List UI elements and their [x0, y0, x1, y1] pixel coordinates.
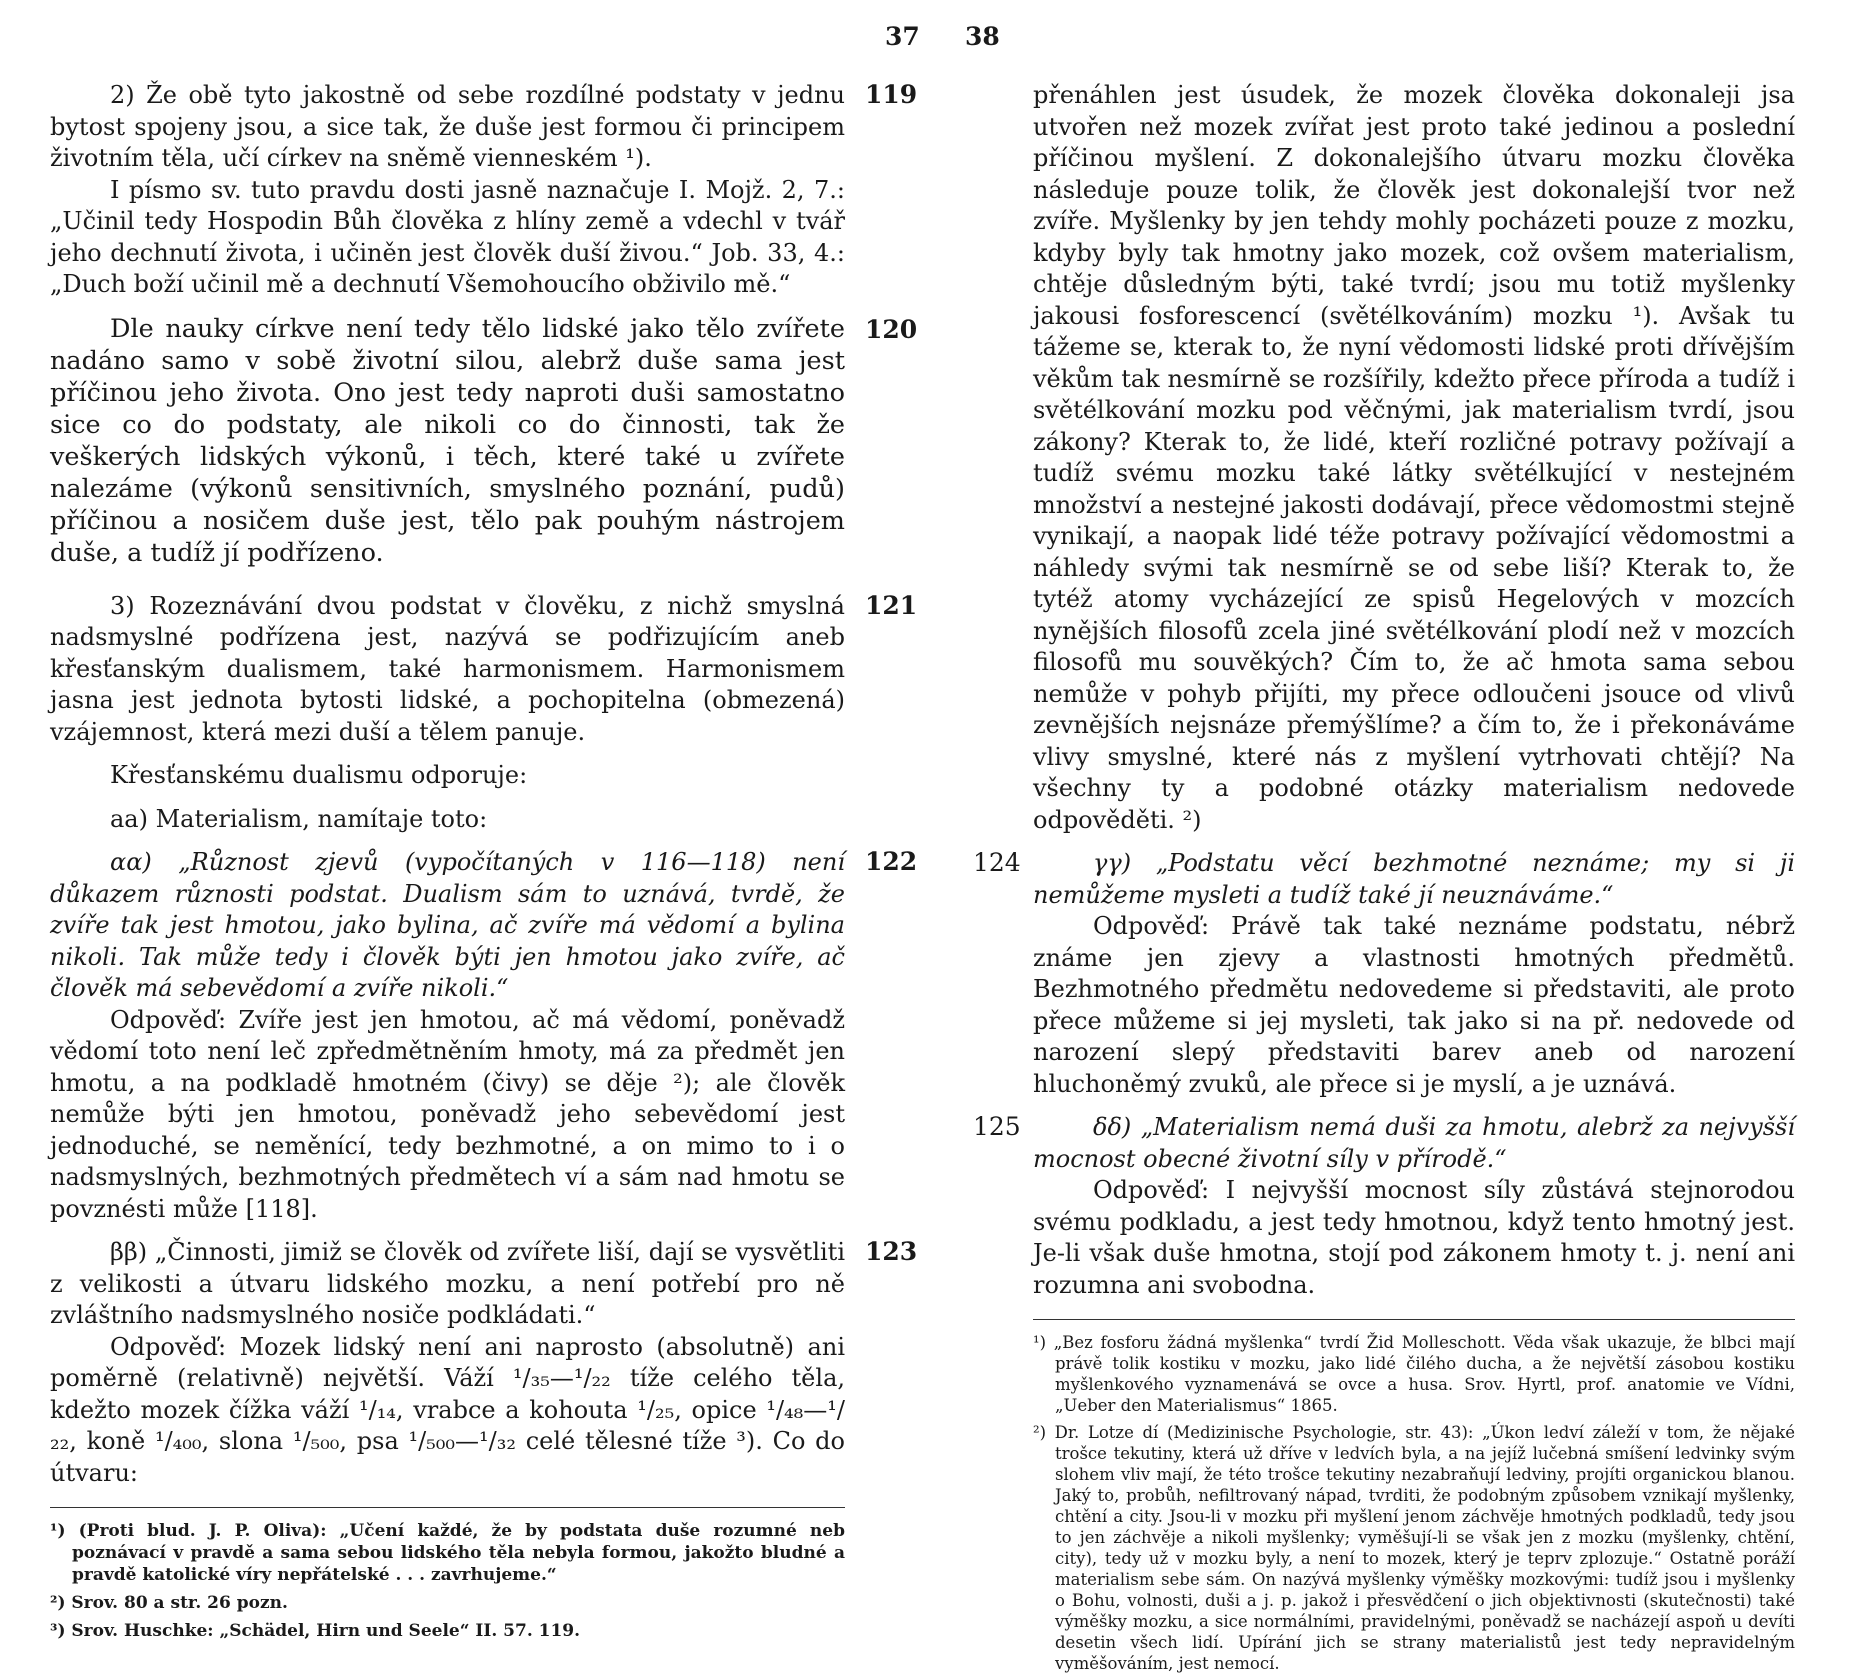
paragraph-122 [50, 847, 918, 1005]
paragraph [1033, 80, 1795, 836]
body-paragraph: I písmo sv. tuto pravdu dosti jasně naznačuje I. Mojž. 2, 7.: „Učinil tedy Hospodin Bůh člověka z hlíny země a vdechl v tvář jeho dechnutí života, i učiněn jest člověk duší živou.“ Job. 33, 4.: „Duch boží učinil mě a dechnutí Všemohoucího obživilo mě.“ [50, 175, 845, 298]
footnote: ²) Dr. Lotze dí (Medizinische Psychologie, str. 43): „Úkon ledví záleží v tom, že nějaké trošce tekutiny, která už dříve v ledvích byla, a na jejíž lučebná smíšení ledvinky svým slohem vliv mají, že této trošce tekutiny nezabraňují ledviny, projíti organickou blanou. Jaký to, probůh, nefiltrovaný nápad, tvrditi, že podobným způsobem vznikají myšlenky, chtění a city. Jsou-li v mozku při myšlení jenom záchvěje hmotných podkladů, tedy jsou to jen záchvěje a nikoli myšlenky; vyměšují-li se však jen z mozku (myšlenky, chtění, city), tedy už v mozku byly, a není to mozek, který je teprv zplozuje.“ Ostatně poráží materialism sebe sám. On nazývá myšlenky výměšky mozkovými: tudíž jsou i myšlenky o Bohu, volnosti, duši a j. p. jakož i přesvědčení o jich objektivnosti (skutečnosti) také výměšky mozku, a sice normálními, pravidelnými, poněvadž se nacházejí aspoň u devíti desetin všech lidí. Upírání jich se strany materialistů jest tedy nepravidelným vyměšováním, jest nemocí. [1033, 1423, 1795, 1673]
body-paragraph: 2) Že obě tyto jakostně od sebe rozdílné podstaty v jednu bytost spojeny jsou, a sice tak, že duše jest formou či principem životním těla, učí církev na sněmě vienneském ¹). [50, 81, 845, 172]
right-page [973, 80, 1795, 1680]
body-paragraph: aa) Materialism, namítaje toto: [110, 804, 488, 833]
body-paragraph: Odpověď: Právě tak také neznáme podstatu, nébrž známe jen zjevy a vlastnosti hmotných předmětů. Bezhmotného předmětu nedovedeme si představiti, ale proto přece můžeme si jej mysleti, tak jako si na př. nedovede od narození slepý představiti barev aneb od narození hluchoněmý zvuků, ale přece si je myslí, a je uznává. [1033, 912, 1795, 1098]
paragraph [50, 804, 845, 836]
footnote: ¹) „Bez fosforu žádná myšlenka“ tvrdí Žid Molleschott. Věda však ukazuje, že blbci mají právě tolik kostiku v mozku, jako lidé čilého ducha, a že největší zásobou kostiku myšlenkového vyznamenává se ovce a husa. Srov. Hyrtl, prof. anatomie ve Vídni, „Ueber den Materialismus“ 1865. [1033, 1333, 1795, 1415]
margin-number: 124 [973, 848, 1021, 877]
margin-number: 121 [865, 590, 918, 620]
paragraph-124 [973, 848, 1795, 911]
footnote: ²) Srov. 80 a str. 26 pozn. [50, 1593, 288, 1613]
margin-number: 120 [865, 314, 918, 344]
paragraph [50, 1332, 845, 1490]
paragraph-120 [50, 313, 918, 569]
paragraph [50, 175, 845, 301]
paragraph [50, 1005, 845, 1226]
margin-number: 125 [973, 1112, 1021, 1141]
paragraph [1033, 911, 1795, 1100]
body-paragraph: γγ) „Podstatu věcí bezhmotné neznáme; my si ji nemůžeme mysleti a tudíž také jí neuznáváme.“ [1033, 849, 1795, 909]
body-paragraph: Odpověď: I nejvyšší mocnost síly zůstává stejnorodou svému podkladu, a jest tedy hmotnou, když tento hmotný jest. Je-li však duše hmotna, stojí pod zákonem hmoty t. j. není ani rozumna ani svobodna. [1033, 1176, 1795, 1299]
paragraph [1033, 1175, 1795, 1301]
body-paragraph: přenáhlen jest úsudek, že mozek člověka dokonaleji jsa utvořen než mozek zvířat jest proto také jedinou a poslední příčinou myšlení. Z dokonalejšího útvaru mozku člověka následuje pouze tolik, že člověk jest dokonalejší tvor než zvíře. Myšlenky by jen tehdy mohly pocházeti pouze z mozku, kdyby byly tak hmotny jako mozek, což ovšem materialism, chtěje důsledným býti, také tvrdí; jsou mu totiž myšlenky jakousi fosforescencí (světélkováním) mozku ¹). Avšak tu tážeme se, kterak to, že nyní vědomosti lidské proti dřívějším věkům tak nesmírně se rozšířily, kdežto přece příroda a tudíž i světélkování mozku pod věčnými, jak materialism tvrdí, jsou zákony? Kterak to, že lidé, kteří rozličné potravy požívají a tudíž svému mozku také látky světélkující v nestejném množství a nestejné jakosti dodávají, přece vědomostmi stejně vynikají, a naopak lidé téže potravy požívající vědomostmi a náhledy svými tak nesmírně se od sebe liší? Kterak to, že tytéž atomy vycházející ze spisů Hegelových v mozcích nynějších filosofů zcela jiné světélkování plodí než v mozcích filosofů mu souvěkých? Čím to, že ač hmota sama sebou nemůže v pohyb přijíti, my přece odloučeni jsouce od vlivů zevnějších nejsnáze přemýšlíme? a čím to, že i překonáváme vlivy smyslné, které nás z myšlení vytrhovati chtějí? Na všechny ty a podobné otázky materialism nedovede odpověděti. ²) [1033, 81, 1795, 834]
left-page [50, 80, 918, 1648]
page-number-left: 37 [885, 22, 920, 51]
body-paragraph: δδ) „Materialism nemá duši za hmotu, alebrž za nejvyšší mocnost obecné životní síly v přírodě.“ [1033, 1113, 1795, 1173]
margin-number: 119 [865, 80, 918, 109]
paragraph [50, 760, 845, 792]
paragraph-121 [50, 590, 918, 749]
page-number-right: 38 [965, 22, 1000, 51]
body-paragraph: 3) Rozeznávání dvou podstat v člověku, z nichž smyslná nadsmyslné podřízena jest, nazývá se podřizujícím aneb křesťanským dualismem, také harmonismem. Harmonismem jasna jest jednota bytosti lidské, a pochopitelna (obmezená) vzájemnost, která mezi duší a tělem panuje. [50, 591, 845, 746]
body-paragraph: αα) „Různost zjevů (vypočítaných v 116—118) není důkazem různosti podstat. Dualism sám to uznává, tvrdě, že zvíře tak jest hmotou, jako bylina, ač zvíře má vědomí a bylina nikoli. Tak může tedy i člověk býti jen hmotou jako zvíře, ač člověk má sebevědomí a zvíře nikoli.“ [50, 848, 845, 1002]
footnote-rule [1033, 1319, 1795, 1320]
margin-number: 123 [865, 1237, 918, 1266]
body-paragraph: Odpověď: Zvíře jest jen hmotou, ač má vědomí, poněvadž vědomí toto není leč zpředmětněním hmoty, má za předmět jen hmotu, a na podkladě hmotném (čivy) se děje ²); ale člověk nemůže býti jen hmotou, poněvadž jeho sebevědomí jest jednoduché, se neměnící, tedy bezhmotné, a on mimo to i o nadsmyslných, bezhmotných předmětech ví a sám nad hmotu se povznésti může [118]. [50, 1005, 845, 1223]
body-paragraph: ββ) „Činnosti, jimiž se člověk od zvířete liší, dají se vysvětliti z velikosti a útvaru lidského mozku, a není potřebí pro ně zvláštního nadsmyslného nosiče podkládati.“ [50, 1238, 845, 1329]
body-paragraph: Odpověď: Mozek lidský není ani naprosto (absolutně) ani poměrně (relativně) největší. Váží ¹/₃₅—¹/₂₂ tíže celého těla, kdežto mozek čížka váží ¹/₁₄, vrabce a kohouta ¹/₂₅, opice ¹/₄₈—¹/₂₂, koně ¹/₄₀₀, slona ¹/₅₀₀, psa ¹/₅₀₀—¹/₃₂ celé tělesné tíže ³). Co do útvaru: [50, 1332, 845, 1487]
footnote: ³) Srov. Huschke: „Schädel, Hirn und Seele“ II. 57. 119. [50, 1621, 581, 1641]
footnote: ¹) (Proti blud. J. P. Oliva): „Učení každé, že by podstata duše rozumné neb poznávací v pravdě a sama sebou lidského těla nebyla formou, jakožto bludné a pravdě katolické víry nepřátelské . . . zavrhujeme.“ [50, 1521, 845, 1585]
body-paragraph: Dle nauky církve není tedy tělo lidské jako tělo zvířete nadáno samo v sobě životní silou, alebrž duše sama jest příčinou jeho života. Ono jest tedy naproti duši samostatno sice co do podstaty, ale nikoli co do činnosti, tak že veškerých lidských výkonů, i těch, které také u zvířete nalezáme (výkonů sensitivních, smyslného poznání, pudů) příčinou a nosičem duše jest, tělo pak pouhým nástrojem duše, a tudíž jí podřízeno. [50, 313, 845, 568]
body-paragraph: Křesťanskému dualismu odporuje: [110, 761, 528, 789]
paragraph-119 [50, 80, 918, 175]
paragraph-125 [973, 1112, 1795, 1175]
footnote-rule [50, 1507, 845, 1508]
paragraph-123 [50, 1237, 918, 1332]
margin-number: 122 [865, 847, 918, 876]
